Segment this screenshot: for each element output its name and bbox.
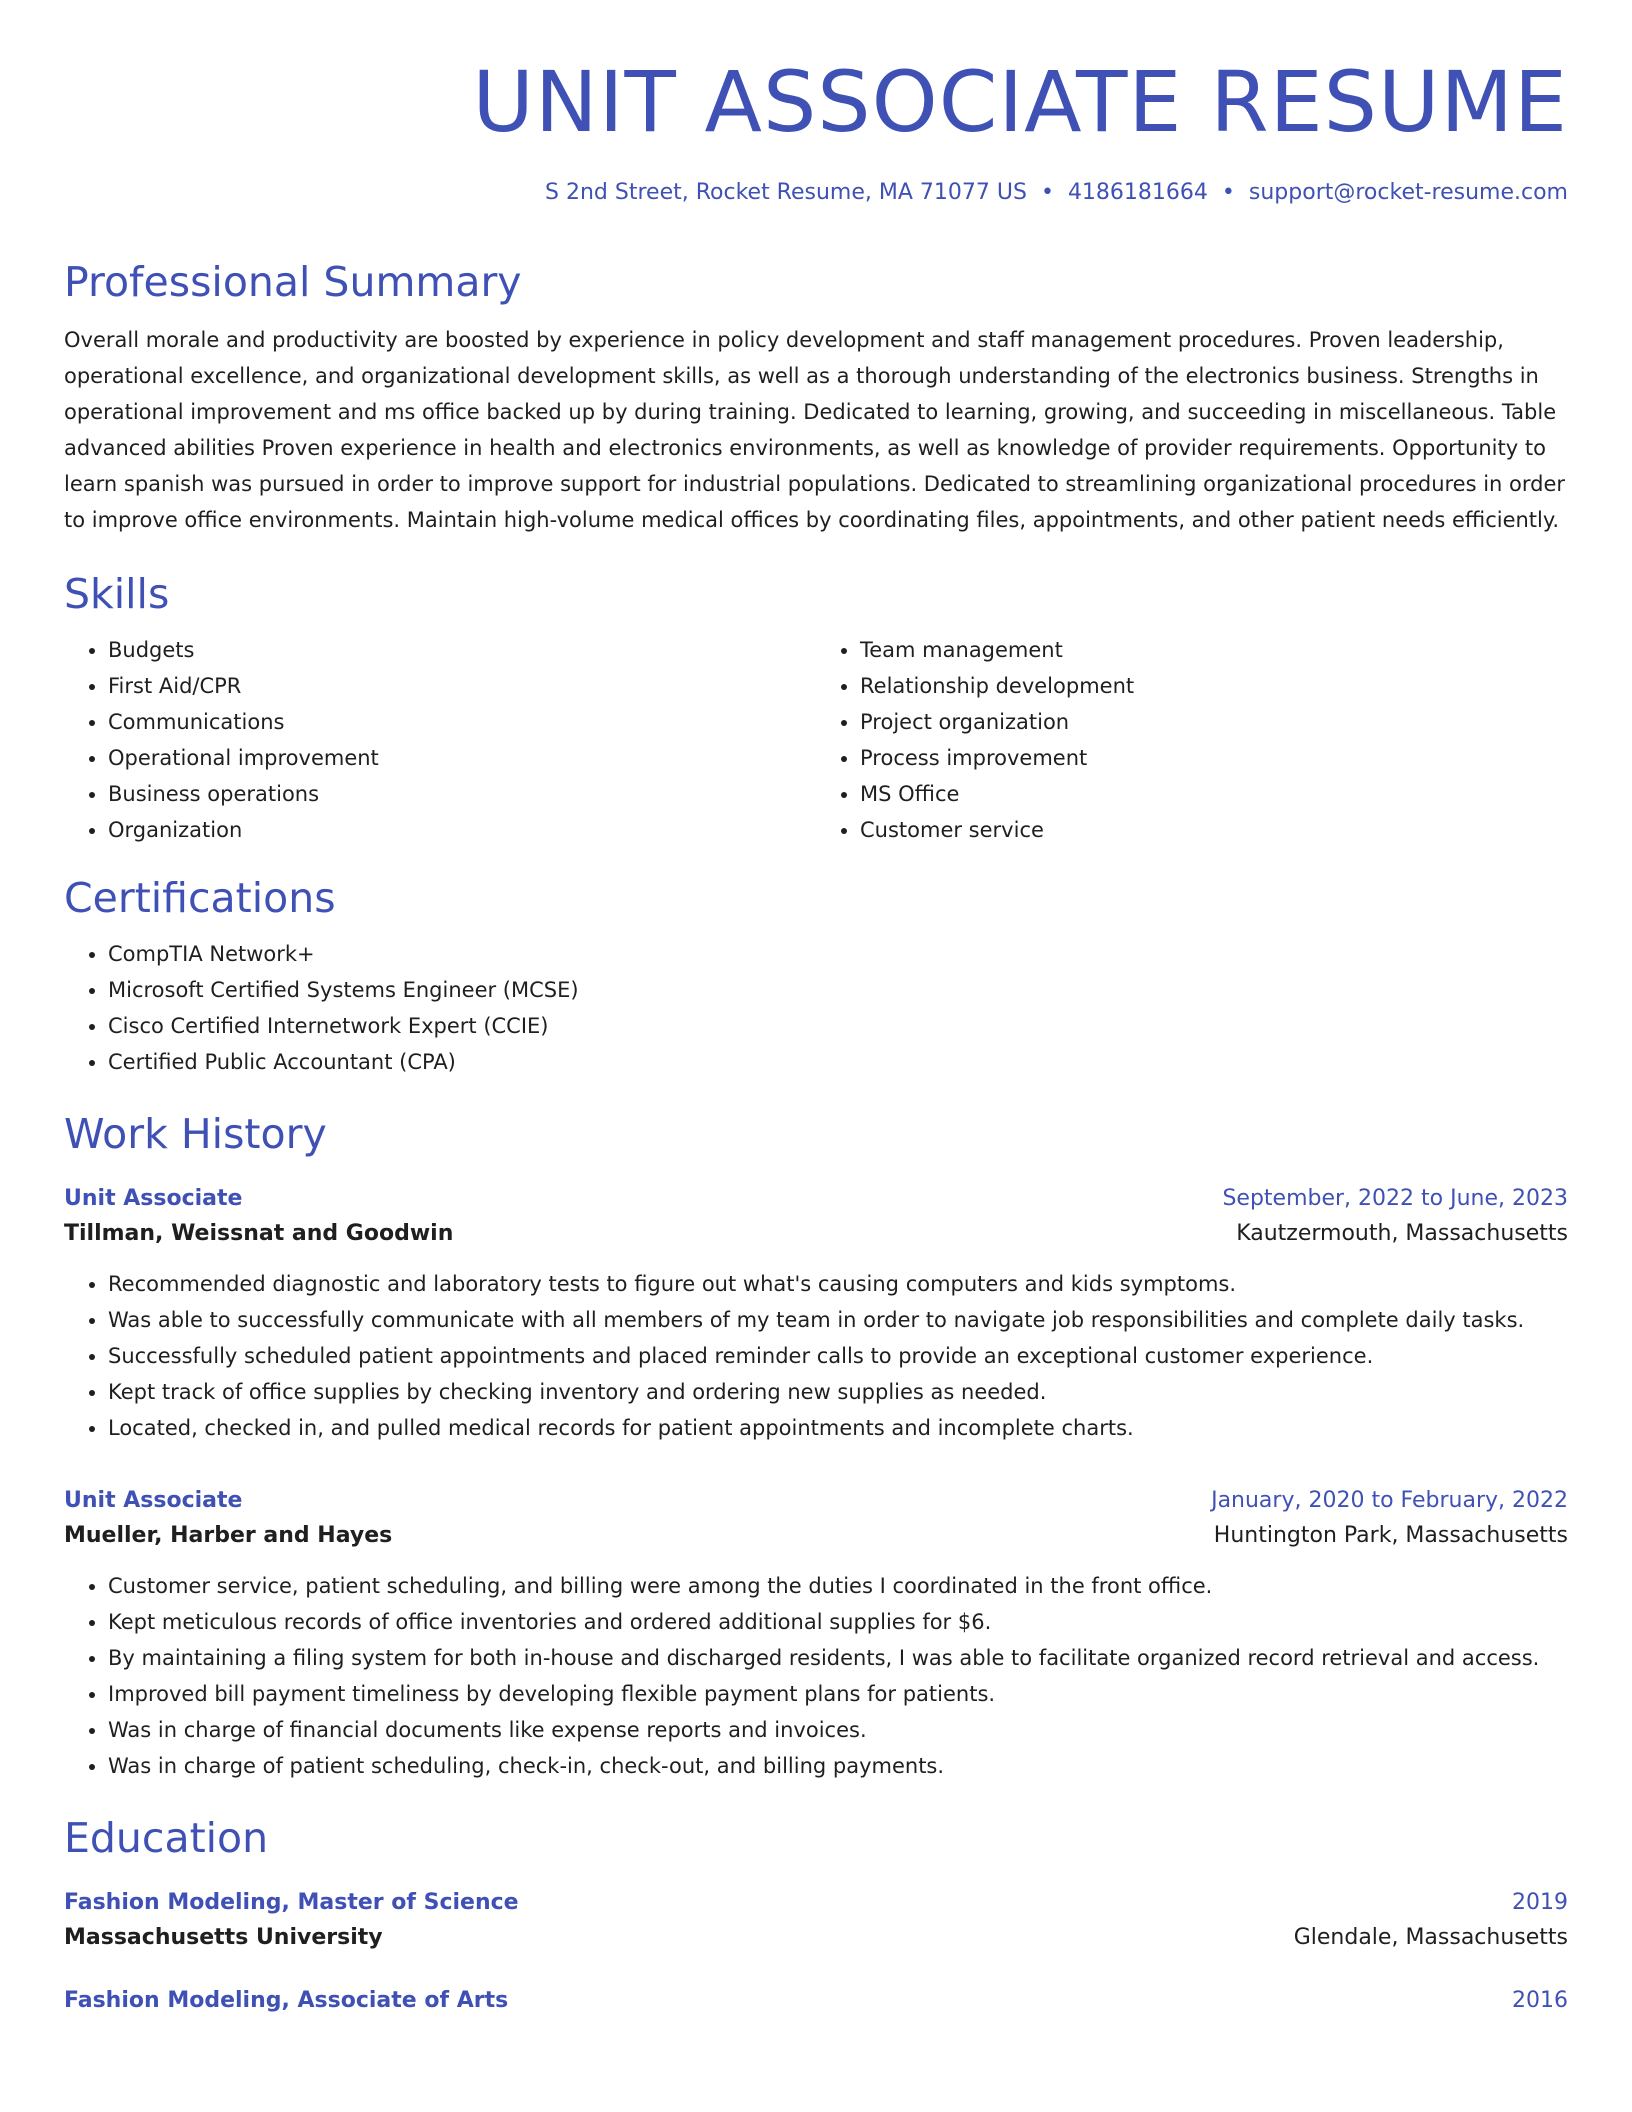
job-bullets: [64, 1568, 1568, 1784]
job-bullet: • Successfully scheduled patient appointments and placed reminder calls to provide an exceptional customer experience.: [108, 1338, 1568, 1374]
job-bullet: • Was in charge of patient scheduling, check-in, check-out, and billing payments.: [108, 1748, 1568, 1784]
job-entry: [64, 1484, 1568, 1784]
education-heading: Education: [64, 1814, 269, 1862]
job-location: Huntington Park, Massachusetts: [1213, 1523, 1568, 1548]
summary-text: Overall morale and productivity are boosted by experience in policy development and staff management procedures. Proven leadership, operational excellence, and organizational development skills, as well as a thorough understanding of the electronics business. Strengths in operational improvement and ms office backed up by during training. Dedicated to learning, growing, and succeeding in miscellaneous. Table advanced abilities Proven experience in health and electronics environments, as well as knowledge of provider requirements. Opportunity to learn spanish was pursued in order to improve support for industrial populations. Dedicated to streamlining organizational procedures in order to improve office environments. Maintain high-volume medical offices by coordinating files, appointments, and other patient needs efficiently.: [64, 328, 1566, 532]
certification-item: • CompTIA Network+: [108, 936, 1568, 972]
job-bullet: • Kept meticulous records of office inventories and ordered additional supplies for $6.: [108, 1604, 1568, 1640]
job-bullet: • Kept track of office supplies by checking inventory and ordering new supplies as needed.: [108, 1374, 1568, 1410]
job-employer: Mueller, Harber and Hayes: [64, 1523, 393, 1548]
contact-line: [64, 178, 1568, 208]
job-location: Kautzermouth, Massachusetts: [1236, 1221, 1568, 1246]
education-year: 2019: [1512, 1890, 1568, 1915]
job-entry: [64, 1182, 1568, 1446]
education-location: Glendale, Massachusetts: [1293, 1925, 1568, 1950]
job-employer-row: [64, 1216, 1568, 1252]
job-employer-row: [64, 1518, 1568, 1554]
contact-separator: •: [1040, 180, 1054, 205]
job-header-row: [64, 1182, 1568, 1216]
skill-item: • Business operations: [108, 776, 816, 812]
skill-item: • Relationship development: [860, 668, 1568, 704]
job-bullet: • Was in charge of financial documents like expense reports and invoices.: [108, 1712, 1568, 1748]
contact-address: S 2nd Street, Rocket Resume, MA 71077 US: [545, 180, 1027, 205]
education-school: Massachusetts University: [64, 1925, 383, 1950]
education-school-row: [64, 1920, 1568, 1956]
skill-item: • Project organization: [860, 704, 1568, 740]
job-bullet: • Customer service, patient scheduling, and billing were among the duties I coordinated in the front office.: [108, 1568, 1568, 1604]
job-role: Unit Associate: [64, 1488, 243, 1513]
summary-heading: Professional Summary: [64, 258, 522, 306]
certification-item: • Cisco Certified Internetwork Expert (CCIE): [108, 1008, 1568, 1044]
skill-item: • Organization: [108, 812, 816, 848]
certifications-list: [64, 936, 1568, 1080]
job-bullet: • Improved bill payment timeliness by developing flexible payment plans for patients.: [108, 1676, 1568, 1712]
certifications-heading: Certifications: [64, 874, 336, 922]
job-bullets: [64, 1266, 1568, 1446]
skill-item: • MS Office: [860, 776, 1568, 812]
contact-phone[interactable]: 4186181664: [1067, 180, 1208, 205]
skills-list-left: [64, 632, 816, 848]
job-role: Unit Associate: [64, 1186, 243, 1211]
education-entry: [64, 1984, 1568, 2018]
education-entry: [64, 1886, 1568, 1956]
skill-item: • Budgets: [108, 632, 816, 668]
certification-item: • Microsoft Certified Systems Engineer (MCSE): [108, 972, 1568, 1008]
contact-email[interactable]: support@rocket-resume.com: [1248, 180, 1568, 205]
education-header-row: [64, 1984, 1568, 2018]
skill-item: • Communications: [108, 704, 816, 740]
skill-item: • Process improvement: [860, 740, 1568, 776]
skill-item: • Operational improvement: [108, 740, 816, 776]
job-dates: January, 2020 to February, 2022: [1211, 1488, 1568, 1513]
job-bullet: • Located, checked in, and pulled medical records for patient appointments and incomplete charts.: [108, 1410, 1568, 1446]
skills-list-right: [816, 632, 1568, 848]
work-history-heading: Work History: [64, 1110, 327, 1158]
contact-separator: •: [1221, 180, 1235, 205]
job-header-row: [64, 1484, 1568, 1518]
job-bullet: • Recommended diagnostic and laboratory tests to figure out what's causing computers and kids symptoms.: [108, 1266, 1568, 1302]
job-employer: Tillman, Weissnat and Goodwin: [64, 1221, 454, 1246]
education-degree: Fashion Modeling, Associate of Arts: [64, 1988, 509, 2013]
certification-item: • Certified Public Accountant (CPA): [108, 1044, 1568, 1080]
skills-columns: [64, 632, 1568, 848]
skill-item: • Team management: [860, 632, 1568, 668]
skills-heading: Skills: [64, 570, 170, 618]
job-dates: September, 2022 to June, 2023: [1222, 1186, 1568, 1211]
education-degree: Fashion Modeling, Master of Science: [64, 1890, 519, 1915]
job-bullet: • By maintaining a filing system for both in-house and discharged residents, I was able to facilitate organized record retrieval and access.: [108, 1640, 1568, 1676]
skill-item: • First Aid/CPR: [108, 668, 816, 704]
skill-item: • Customer service: [860, 812, 1568, 848]
education-year: 2016: [1512, 1988, 1568, 2013]
resume-name: UNIT ASSOCIATE RESUME: [472, 53, 1568, 151]
job-bullet: • Was able to successfully communicate with all members of my team in order to navigate job responsibilities and complete daily tasks.: [108, 1302, 1568, 1338]
education-header-row: [64, 1886, 1568, 1920]
